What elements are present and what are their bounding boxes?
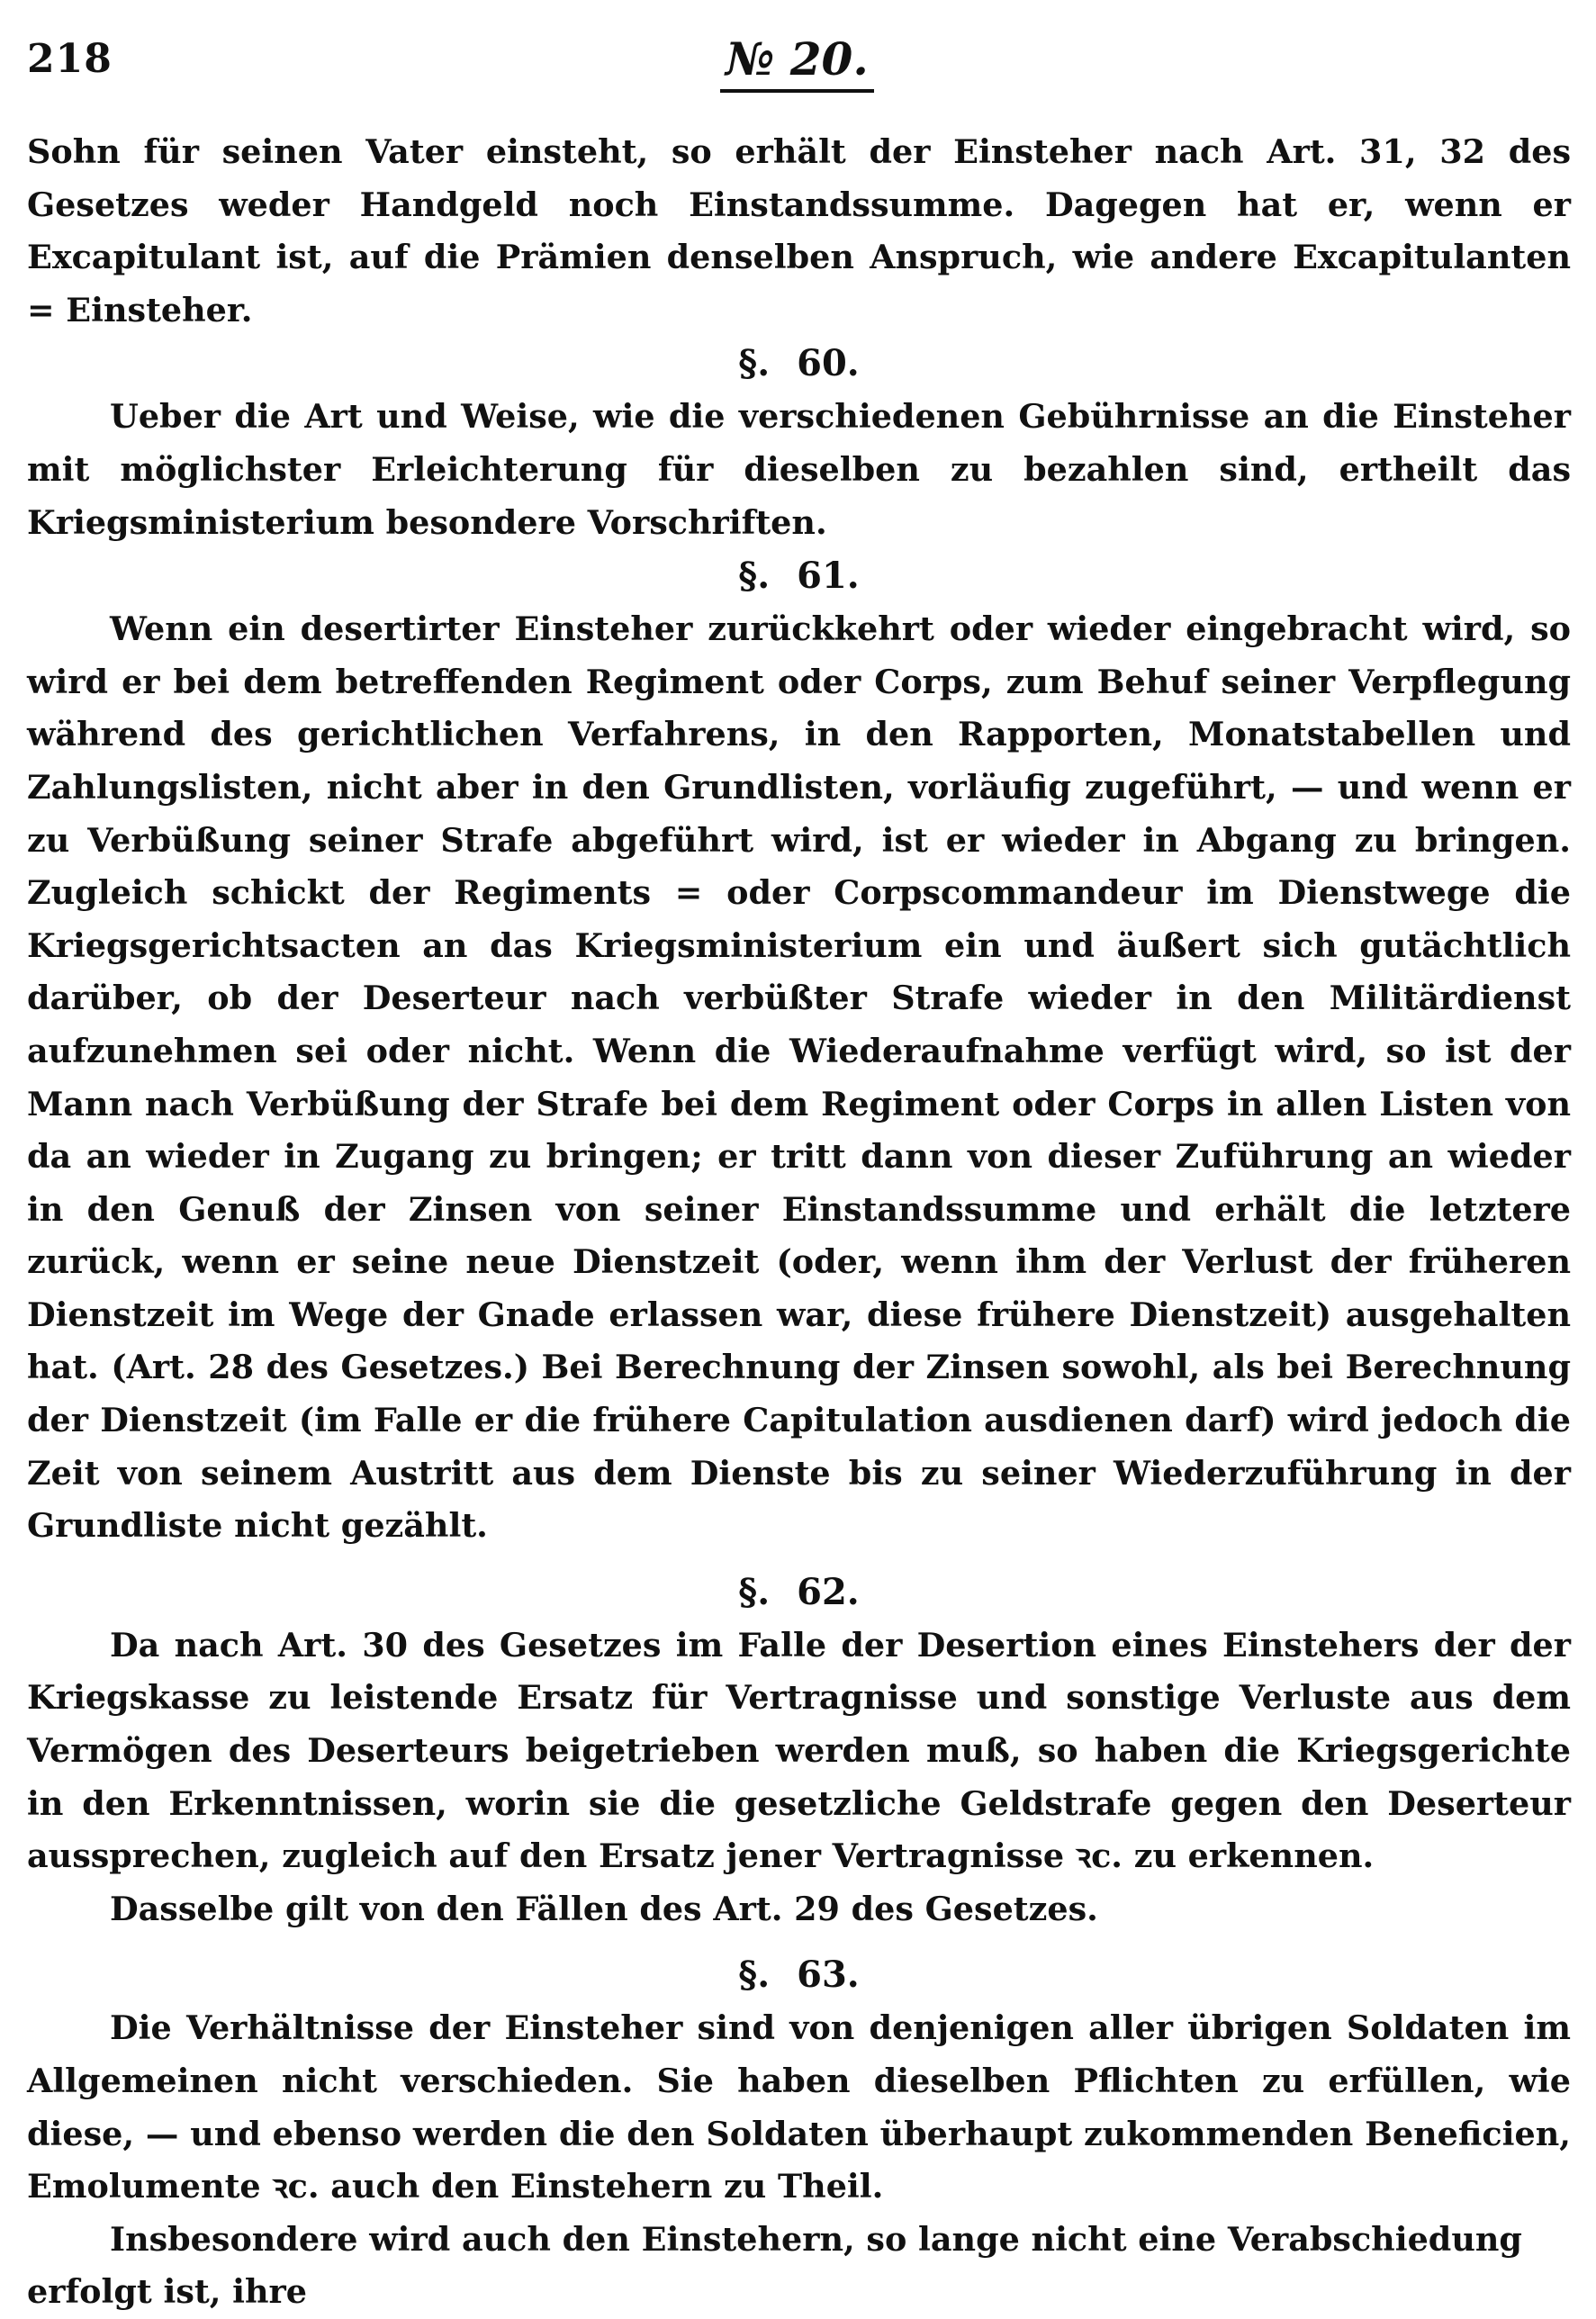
section-heading [27, 549, 1571, 603]
document-body [27, 126, 1571, 2319]
section-62 [27, 1566, 1571, 1936]
paragraph: Die Verhältnisse der Einsteher sind von denjenigen aller übrigen Soldaten im Allgemeinen nicht verschieden. Sie haben dieselben Pflichten zu erfüllen, wie diese, — und ebenso werden die den Soldaten überhaupt zukommenden Beneficien, Emolumente ꝛc. auch den Einstehern zu Theil. [27, 2008, 1571, 2206]
section-heading [27, 1948, 1571, 2002]
section-heading [27, 337, 1571, 391]
section-symbol: §. [738, 1570, 771, 1613]
section-60 [27, 337, 1571, 549]
page-number: 218 [27, 36, 113, 82]
section-number: 62. [797, 1570, 860, 1613]
section-number: 63. [797, 1954, 860, 1997]
issue-number: № 20. [720, 32, 874, 93]
section-number: 61. [797, 555, 860, 598]
paragraph: Insbesondere wird auch den Einstehern, so lange nicht eine Verabschiedung erfolgt ist, ihre [27, 2219, 1522, 2312]
paragraph: Ueber die Art und Weise, wie die verschiedenen Gebührnisse an die Einsteher mit möglichster Erleichterung für dieselben zu bezahlen sind, ertheilt das Kriegsministerium besondere Vorschriften. [27, 397, 1571, 542]
section-symbol: §. [738, 342, 771, 385]
section-heading [27, 1566, 1571, 1620]
paragraph: Da nach Art. 30 des Gesetzes im Falle der Desertion eines Einstehers der der Kriegskasse zu leistende Ersatz für Vertragnisse und sonstige Verluste aus dem Vermögen des Deserteurs beigetrieben werden muß, so haben die Kriegsgerichte in den Erkenntnissen, worin sie die gesetzliche Geldstrafe gegen den Deserteur aussprechen, zugleich auf den Ersatz jener Vertragnisse ꝛc. zu erkennen. [27, 1625, 1571, 1876]
intro-paragraph: Sohn für seinen Vater einsteht, so erhält der Einsteher nach Art. 31, 32 des Gesetzes weder Handgeld noch Einstandssumme. Dagegen hat er, wenn er Excapitulant ist, auf die Prämien denselben Anspruch, wie andere Excapitulanten = Einsteher. [27, 132, 1571, 329]
section-symbol: §. [738, 555, 771, 598]
paragraph: Wenn ein desertirter Einsteher zurückkehrt oder wieder eingebracht wird, so wird er bei dem betreffenden Regiment oder Corps, zum Behuf seiner Verpflegung während des gerichtlichen Verfahrens, in den Rapporten, Monatstabellen und Zahlungslisten, nicht aber in den Grundlisten, vorläufig zugeführt, — und wenn er zu Verbüßung seiner Strafe abgeführt wird, ist er wieder in Abgang zu bringen. Zugleich schickt der Regiments = oder Corpscommandeur im Dienstwege die Kriegsgerichtsacten an das Kriegsministerium ein und äußert sich gutächtlich darüber, ob der Deserteur nach verbüßter Strafe wieder in den Militärdienst aufzunehmen sei oder nicht. Wenn die Wiederaufnahme verfügt wird, so ist der Mann nach Verbüßung der Strafe bei dem Regiment oder Corps in allen Listen von da an wieder in Zugang zu bringen; er tritt dann von dieser Zuführung an wieder in den Genuß der Zinsen von seiner Einstandssumme und erhält die letztere zurück, wenn er seine neue Dienstzeit (oder, wenn ihm der Verlust der früheren Dienstzeit im Wege der Gnade erlassen war, diese frühere Dienstzeit) ausgehalten hat. (Art. 28 des Gesetzes.) Bei Berechnung der Zinsen sowohl, als bei Berechnung der Dienstzeit (im Falle er die frühere Capitulation ausdienen darf) wird jedoch die Zeit von seinem Austritt aus dem Dienste bis zu seiner Wiederzuführung in der Grundliste nicht gezählt. [27, 609, 1571, 1546]
paragraph: Dasselbe gilt von den Fällen des Art. 29 des Gesetzes. [110, 1889, 1098, 1928]
section-61 [27, 549, 1571, 1553]
section-number: 60. [797, 342, 860, 385]
section-symbol: §. [738, 1954, 771, 1997]
section-63 [27, 1948, 1571, 2319]
